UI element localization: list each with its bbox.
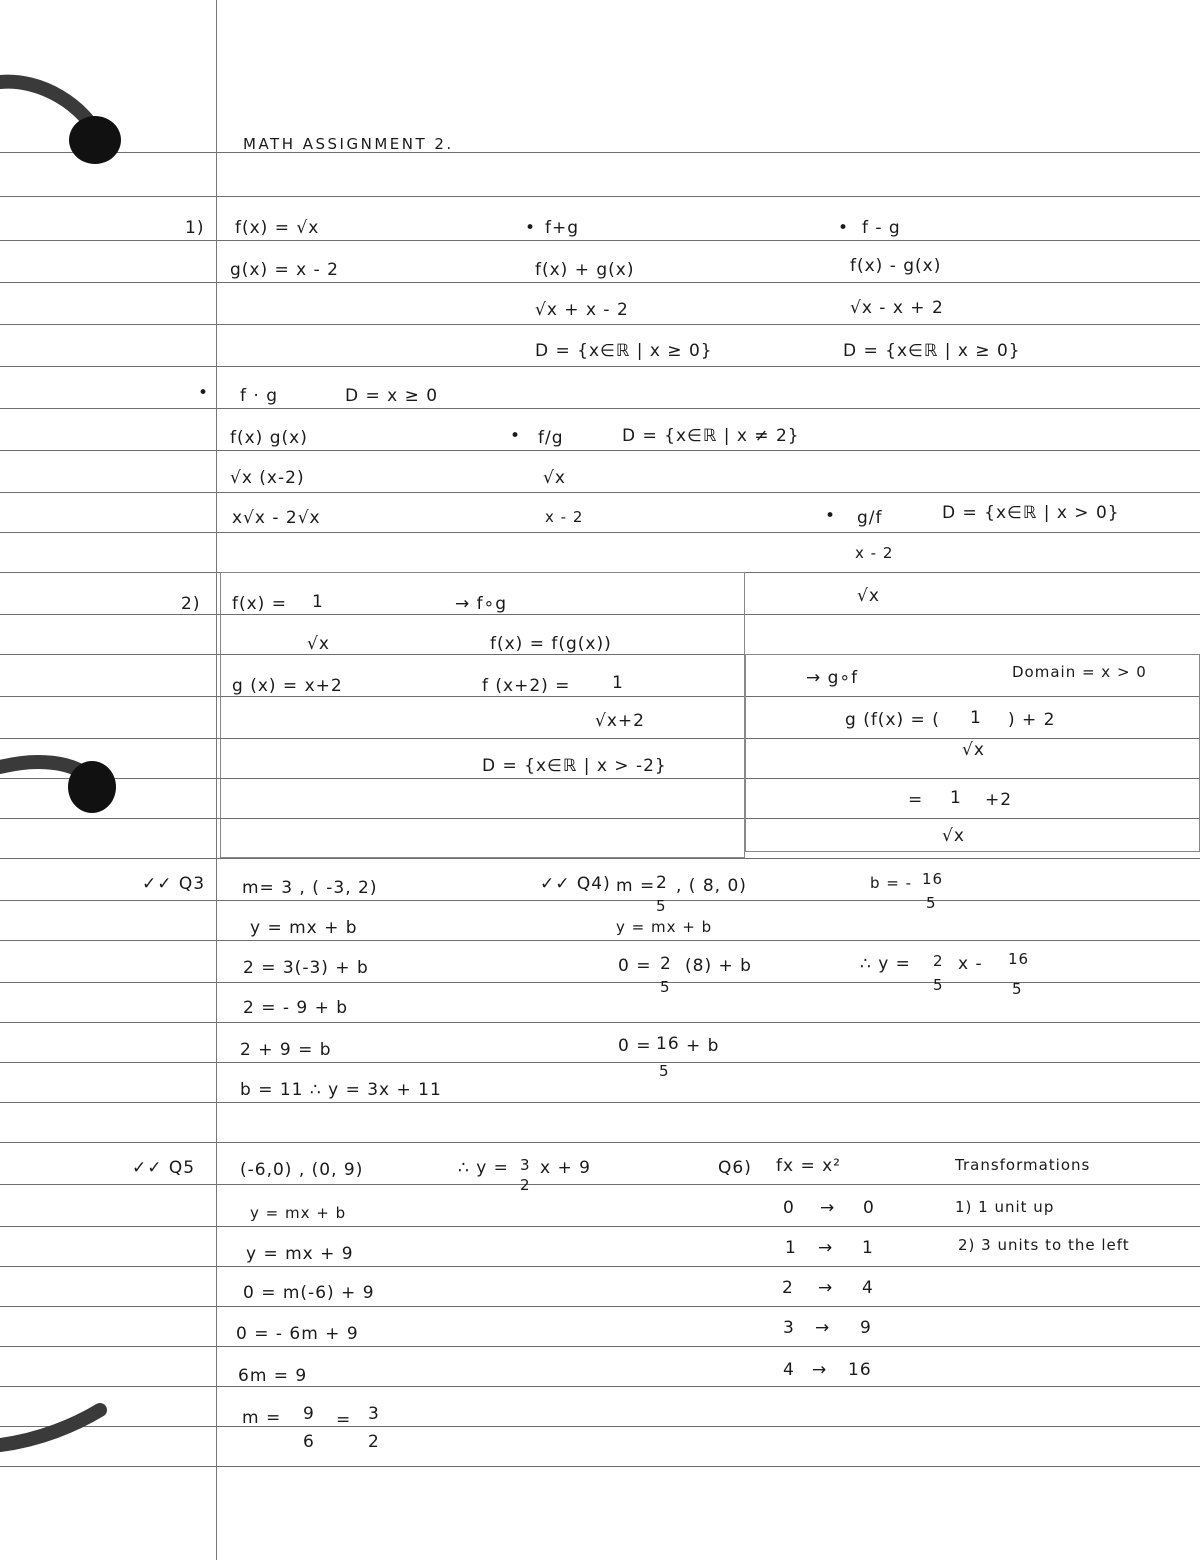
ruled-line [0,1426,1200,1427]
q2-gof-line1: g (f(x) = ( [845,710,940,730]
ruled-line [0,940,1200,941]
q5-line1: y = mx + b [250,1204,347,1222]
q2-g-definition: g (x) = x+2 [232,676,343,696]
q1-diff-line1: f(x) - g(x) [850,256,942,276]
binder-hole [0,735,140,825]
ruled-line [0,1266,1200,1267]
q5-line6-equals: = [336,1410,352,1430]
q2-gof-line2-equals: = [908,790,924,810]
q6-transformations-title: Transformations [955,1156,1091,1174]
q4-final-numerator-2: 16 [1008,950,1030,968]
q2-gof-line2-numerator: 1 [950,788,962,808]
q6-transformation-1: 1) 1 unit up [955,1198,1055,1216]
q4-line2-start: 0 = [618,956,652,976]
q6-row-arrow: → [815,1318,831,1338]
q5-line5: 6m = 9 [238,1366,308,1386]
q1-sum-domain: D = {x∈ℝ | x ≥ 0} [535,341,713,361]
q2-fog-box [220,572,745,858]
q4-line2-denominator: 5 [660,978,671,996]
q2-fog-domain: D = {x∈ℝ | x > -2} [482,756,667,776]
ruled-line [0,282,1200,283]
q2-gof-line1-tail: ) + 2 [1008,710,1056,730]
q2-gof-line2-tail: +2 [985,790,1013,810]
q6-row-arrow: → [820,1198,836,1218]
ruled-line [0,858,1200,859]
q2-gof-line1-denominator: √x [962,740,985,760]
page-title: MATH ASSIGNMENT 2. [243,135,454,153]
q6-row-output: 16 [848,1360,872,1380]
q4-final-numerator-1: 2 [933,952,944,970]
q6-function: fx = x² [776,1156,841,1176]
q4-line3-start: 0 = [618,1036,652,1056]
q1-diff-domain: D = {x∈ℝ | x ≥ 0} [843,341,1021,361]
question-4-label: ✓✓ Q4) [540,874,611,894]
margin-line [216,0,217,1560]
q2-fog-line2-numerator: 1 [612,673,624,693]
q6-row-arrow: → [818,1278,834,1298]
question-5-label: ✓✓ Q5 [132,1158,196,1178]
q1-sum-line2: √x + x - 2 [535,300,629,320]
q3-line1: y = mx + b [250,918,358,938]
q4-final-denominator-1: 5 [933,976,944,994]
ruled-line [0,1142,1200,1143]
q5-final-denominator: 2 [520,1176,531,1194]
q6-row-input: 3 [783,1318,795,1338]
q5-line3: 0 = m(-6) + 9 [243,1283,375,1303]
q4-line2-numerator: 2 [660,954,672,974]
q4-line3-end: + b [686,1036,720,1056]
q2-f-numerator: 1 [312,592,324,612]
q2-gof-domain: Domain = x > 0 [1012,663,1147,681]
question-3-label: ✓✓ Q3 [142,874,206,894]
ruled-line [0,1184,1200,1185]
q2-fog-line2-denominator: √x+2 [595,711,645,731]
q4-final-denominator-2: 5 [1012,980,1023,998]
q5-line4: 0 = - 6m + 9 [236,1324,359,1344]
q5-line6-denominator-1: 6 [303,1432,315,1452]
ruled-line [0,1346,1200,1347]
q1-quot2-bullet: • [825,506,837,526]
q6-row-output: 9 [860,1318,872,1338]
q2-fog-line1: f(x) = f(g(x)) [490,634,612,654]
q2-gof-line2-denominator: √x [942,826,965,846]
q5-line6-start: m = [242,1408,282,1428]
q1-prod-line3: x√x - 2√x [232,508,321,528]
q1-prod-header: f · g [240,386,278,406]
q6-row-input: 2 [782,1278,794,1298]
q4-final-start: ∴ y = [860,954,911,974]
q6-transformation-2: 2) 3 units to the left [958,1236,1130,1254]
q1-sum-line1: f(x) + g(x) [535,260,635,280]
q5-final-end: x + 9 [540,1158,591,1178]
q4-b-equation: b = - [870,874,913,892]
q1-prod-line2: √x (x-2) [230,468,305,488]
q5-line6-numerator-1: 9 [303,1404,315,1424]
ruled-line [0,366,1200,367]
q3-line3: 2 = - 9 + b [243,998,349,1018]
q2-gof-line1-numerator: 1 [970,708,982,728]
q1-prod-domain: D = x ≥ 0 [345,386,439,406]
ruled-line [0,1306,1200,1307]
q1-sum-bullet: • [525,218,537,238]
q4-b-numerator: 16 [922,870,944,888]
q6-row-output: 4 [862,1278,874,1298]
ruled-line [0,492,1200,493]
q6-row-output: 0 [863,1198,875,1218]
ruled-line [0,324,1200,325]
ruled-line [0,1386,1200,1387]
q6-row-input: 0 [783,1198,795,1218]
q6-row-arrow: → [812,1360,828,1380]
ruled-line [0,1466,1200,1467]
binder-hole [0,70,140,170]
q1-diff-header: f - g [862,218,901,238]
q4-line1: y = mx + b [616,918,713,936]
q1-quot-numerator: √x [543,468,566,488]
q1-diff-line2: √x - x + 2 [850,298,944,318]
q1-prod-line1: f(x) g(x) [230,428,308,448]
q5-line6-numerator-2: 3 [368,1404,380,1424]
q1-quot2-domain: D = {x∈ℝ | x > 0} [942,503,1120,523]
q4-final-middle: x - [958,954,983,974]
q1-quot2-header: g/f [857,508,883,528]
q1-g-definition: g(x) = x - 2 [230,260,339,280]
q6-row-input: 1 [785,1238,797,1258]
q2-fog-line2: f (x+2) = [482,676,571,696]
q4-point: , ( 8, 0) [676,876,747,896]
q2-gof-header: → g∘f [806,668,859,688]
q1-quot-header: f/g [538,428,564,448]
ruled-line [0,1226,1200,1227]
q6-row-output: 1 [862,1238,874,1258]
q1-quot2-numerator: x - 2 [855,544,894,562]
q4-line3-numerator: 16 [656,1034,680,1054]
q1-diff-bullet: • [838,218,850,238]
question-6-label: Q6) [718,1158,752,1178]
q3-line2: 2 = 3(-3) + b [243,958,369,978]
ruled-line [0,900,1200,901]
q4-line3-denominator: 5 [659,1062,670,1080]
q6-row-input: 4 [783,1360,795,1380]
q1-quot-domain: D = {x∈ℝ | x ≠ 2} [622,426,800,446]
q1-prod-bullet: • [198,383,210,403]
question-1-label: 1) [185,218,205,238]
q4-given-m: m = [616,876,656,896]
q1-f-definition: f(x) = √x [235,218,320,238]
q1-quot-denominator: x - 2 [545,508,584,526]
q4-line2-end: (8) + b [685,956,752,976]
ruled-line [0,532,1200,533]
ruled-line [0,240,1200,241]
q5-line6-denominator-2: 2 [368,1432,380,1452]
ruled-line [0,1062,1200,1063]
binder-hole [0,1395,140,1465]
ruled-line [0,196,1200,197]
q1-quot2-denominator: √x [857,586,880,606]
ruled-line [0,408,1200,409]
ruled-line [0,152,1200,153]
q3-line5: b = 11 ∴ y = 3x + 11 [240,1080,442,1100]
q5-final-numerator: 3 [520,1156,531,1174]
ruled-line [0,1022,1200,1023]
q5-given: (-6,0) , (0, 9) [240,1160,364,1180]
q2-f-definition: f(x) = [232,594,287,614]
q4-m-numerator: 2 [656,873,668,893]
q6-row-arrow: → [818,1238,834,1258]
q1-quot-bullet: • [510,426,522,446]
ruled-line [0,450,1200,451]
q5-final-start: ∴ y = [458,1158,509,1178]
q5-line2: y = mx + 9 [246,1244,354,1264]
q3-given: m= 3 , ( -3, 2) [242,878,378,898]
q4-m-denominator: 5 [656,897,667,915]
q3-line4: 2 + 9 = b [240,1040,332,1060]
ruled-line [0,1102,1200,1103]
q2-fog-header: → f∘g [455,594,508,614]
question-2-label: 2) [181,594,201,614]
q4-b-denominator: 5 [926,894,937,912]
q1-sum-header: f+g [545,218,580,238]
q2-f-denominator: √x [307,634,330,654]
